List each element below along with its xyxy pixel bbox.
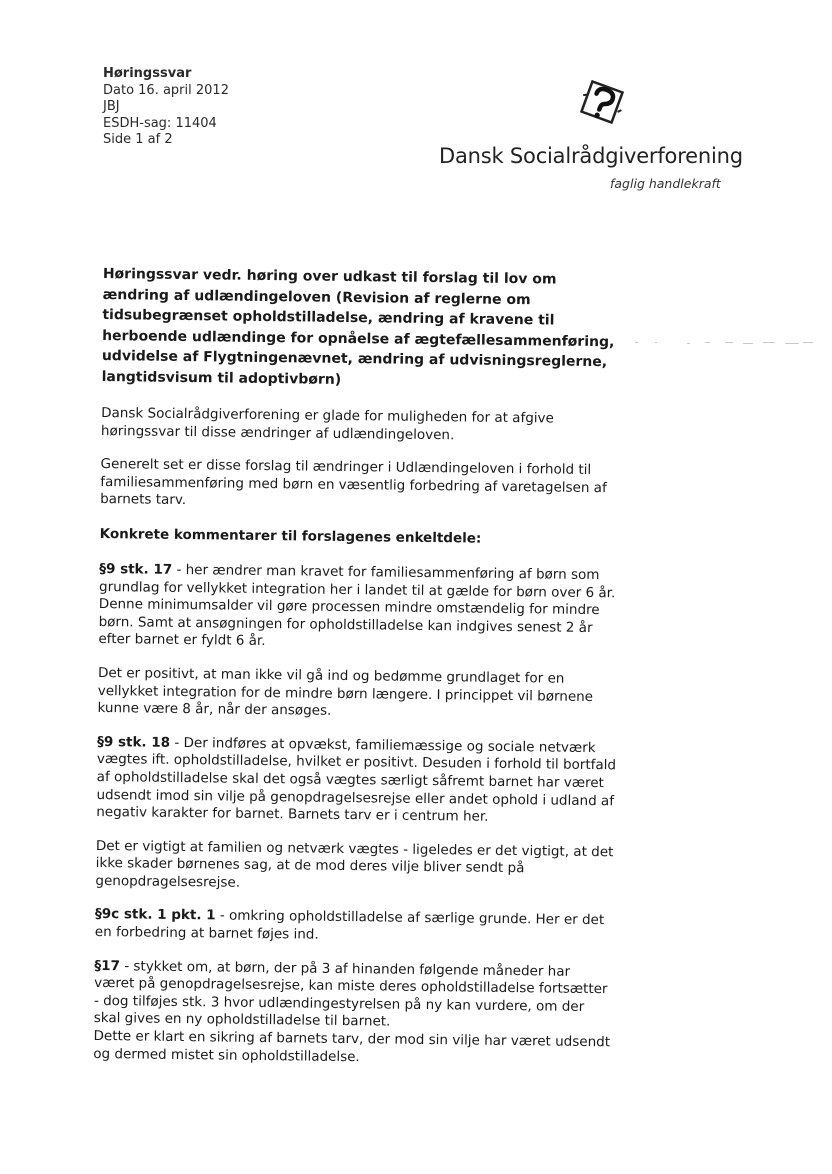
positive-paragraph: Det er positivt, at man ikke vil gå ind og bedømme grundlaget for en vellykket integration for de mindre børn længere. I princippet vil børnene kunne være 8 år, når der ansøges. [97, 664, 594, 719]
paragraph-9-17 [98, 561, 619, 655]
paragraph-9c-text: - omkring opholdstilladelse af særlige grunde. Her er det en forbedring at barnet føjes ind. [94, 907, 605, 943]
paragraph-9c [95, 906, 615, 948]
general-paragraph: Generelt set er disse forslag til ændringer i Udlændingeloven i forhold til familiesammenføring med børn en væsentlig forbedring af varetagelsen af barnets tarv. [100, 456, 607, 509]
paragraph-9c-lead: §9c stk. 1 pkt. 1 [94, 906, 216, 924]
question-mark-square-logo-icon [572, 72, 632, 132]
paragraph-17-text-continued: Dette er klart en sikring af barnets tarv, der mod sin vilje har været udsendt og dermed mistet sin opholdstilladelse. [93, 1027, 611, 1065]
paragraph-17-lead: §17 [94, 957, 121, 974]
document-type: Høringssvar [103, 66, 192, 81]
author-initials: JBJ [103, 99, 120, 114]
scan-artifact [635, 340, 815, 346]
paragraph-9-17-text: - her ændrer man kravet for familiesammenføring af børn som grundlag for vellykket integration her i landet til at gælde for børn over 6 år. Denne minimumsalder vil gøre processen mindre omstændelig for mindre børn. Samt at ansøgningen for opholdstilladelse kan indgives senest 2 år efter barnet er fyldt 6 år. [98, 561, 616, 650]
organization-name: Dansk Socialrådgiverforening [439, 144, 743, 168]
document-date: Dato 16. april 2012 [103, 82, 229, 98]
document-metadata [103, 66, 229, 149]
document-title: Høringssvar vedr. høring over udkast til forslag til lov om ændring af udlændingeloven (Revision af reglerne om tidsubegrænset opholdstilladelse, ændring af kravene til herboende udlændinge for opnåelse af ægtefællesammenføring, udvidelse af Flygtningenævnet, ændring af udvisningsreglerne, langtidsvisum til adoptivbørn) [101, 265, 615, 388]
important-paragraph: Det er vigtigt at familien og netværk vægtes - ligeledes er det vigtigt, at det ikke skader børnenes sag, at de mod deres vilje bliver sendt på genopdragelsesrejse. [95, 837, 614, 891]
paragraph-17-text: - stykket om, at børn, der på 3 af hinanden følgende måneder har været på genopdragelsesrejse, kan miste deres opholdstilladelse fortsætter - dog tilføjes stk. 3 hvor udlændingestyrelsen på ny kan vurdere, om der skal gives en ny opholdstilladelse til barnet. [93, 957, 608, 1031]
letter-body [93, 264, 623, 1086]
section-heading: Konkrete kommentarer til forslagenes enkeltdele: [99, 525, 482, 547]
intro-paragraph: Dansk Socialrådgiverforening er glade for muligheden for at afgive høringssvar til disse ændringer af udlændingeloven. [100, 404, 554, 443]
paragraph-9-18 [96, 734, 617, 828]
case-reference: ESDH-sag: 11404 [103, 115, 217, 131]
paragraph-17 [93, 958, 614, 1070]
organization-tagline: faglig handlekraft [610, 176, 721, 191]
page-number: Side 1 af 2 [103, 132, 173, 147]
paragraph-9-18-text: - Der indføres at opvækst, familiemæssige og sociale netværk vægtes ift. opholdstilladelse, hvilket er positivt. Desuden i forhold til bortfald af opholdstilladelse skal det også vægtes særligt såfremt barnet har været udsendt imod sin vilje på genopdragelsesrejse eller andet ophold i udland af negativ karakter for barnet. Barnets tarv er i centrum her. [96, 734, 617, 825]
paragraph-9-17-lead: §9 stk. 17 [99, 560, 173, 578]
paragraph-9-18-lead: §9 stk. 18 [97, 733, 171, 751]
